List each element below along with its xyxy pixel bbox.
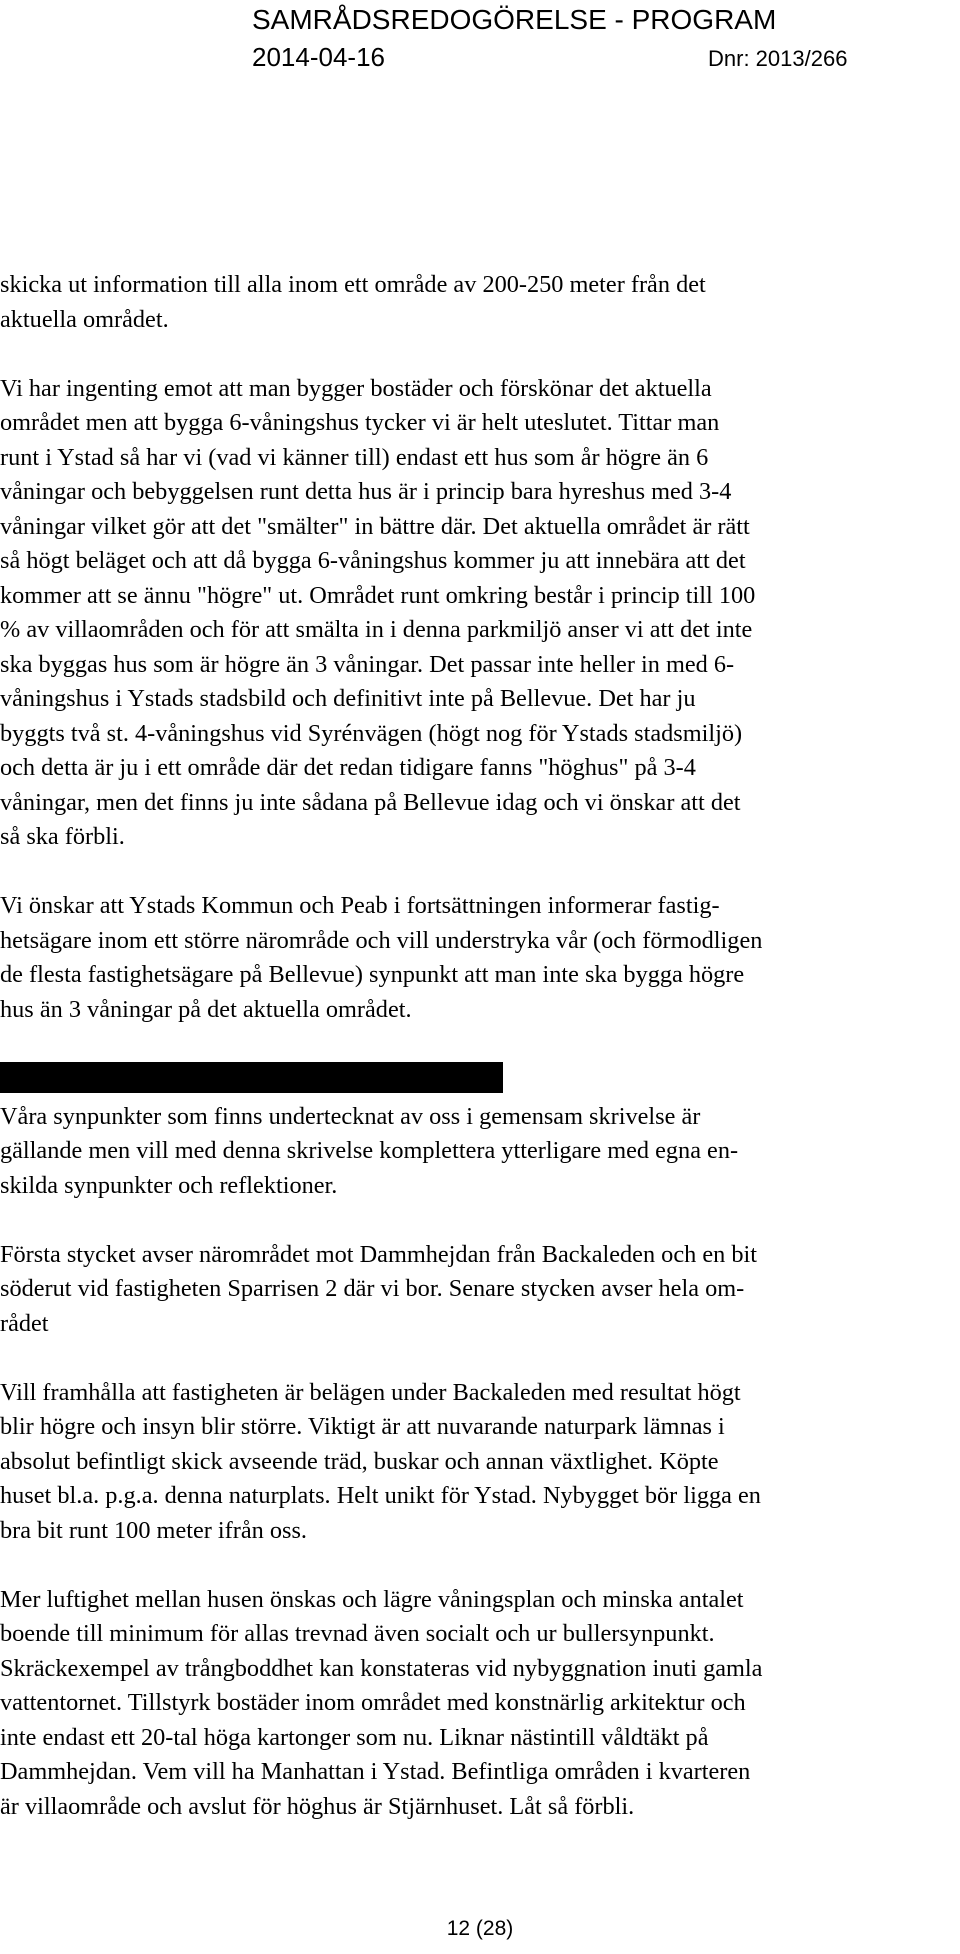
document-title: SAMRÅDSREDOGÖRELSE - PROGRAM bbox=[252, 4, 777, 35]
document-body bbox=[0, 268, 960, 1824]
paragraph-3: Vi önskar att Ystads Kommun och Peab i fortsättningen informerar fastig- hetsägare inom ett större närområde och vill understryka vår (och förmodligen de flesta fastighetsägare på Bellevue) synpunkt att man inte ska bygga högre hus än 3 våningar på det aktuella området. bbox=[0, 892, 763, 1023]
document-reference-number: Dnr: 2013/266 bbox=[708, 46, 848, 71]
paragraph-4: Våra synpunkter som finns undertecknat av oss i gemensam skrivelse är gällande men vill med denna skrivelse komplettera ytterligare med egna en- skilda synpunkter och reflektioner. bbox=[0, 1102, 739, 1199]
paragraph-7: Mer luftighet mellan husen önskas och lägre våningsplan och minska antalet boende till minimum för allas trevnad även socialt och ur bullersynpunkt. Skräckexempel av trångboddhet kan konstateras vid nybyggnation inuti gamla vattentornet. Tillstyrk bostäder inom området med konstnärlig arkitektur och inte endast ett 20-tal höga kartonger som nu. Liknar nästintill våldtäkt på Dammhejdan. Vem vill ha Manhattan i Ystad. Befintliga områden i kvarteren är villaområde och avslut för höghus är Stjärnhuset. Låt så förbli. bbox=[0, 1585, 763, 1820]
paragraph-6: Vill framhålla att fastigheten är belägen under Backaleden med resultat högt blir högre och insyn blir större. Viktigt är att nuvarande naturpark lämnas i absolut befintligt skick avseende träd, buskar och annan växtlighet. Köpte huset bl.a. p.g.a. denna naturplats. Helt unikt för Ystad. Nybygget bör ligga en bra bit runt 100 meter ifrån oss. bbox=[0, 1378, 761, 1544]
paragraph-5: Första stycket avser närområdet mot Dammhejdan från Backaleden och en bit söderut vid fastigheten Sparrisen 2 där vi bor. Senare stycken avser hela om- rådet bbox=[0, 1240, 757, 1337]
paragraph-1: skicka ut information till alla inom ett område av 200-250 meter från det aktuella området. bbox=[0, 271, 706, 333]
document-date: 2014-04-16 bbox=[252, 42, 385, 72]
redacted-block bbox=[0, 1062, 503, 1093]
paragraph-2: Vi har ingenting emot att man bygger bostäder och förskönar det aktuella området men att bygga 6-våningshus tycker vi är helt uteslutet. Tittar man runt i Ystad så har vi (vad vi känner till) endast ett hus som år högre än 6 våningar och bebyggelsen runt detta hus är i princip bara hyreshus med 3-4 våningar vilket gör att det "smälter" in bättre där. Det aktuella området är rätt så högt beläget och att då bygga 6-våningshus kommer ju att innebära att det kommer att se ännu "högre" ut. Området runt omkring består i princip till 100 % av villaområden och för att smälta in i denna parkmiljö anser vi att det inte ska byggas hus som är högre än 3 våningar. Det passar inte heller in med 6- våningshus i Ystads stadsbild och definitivt inte på Bellevue. Det har ju byggts två st. 4-våningshus vid Syrénvägen (högt nog för Ystads stadsmiljö) och detta är ju i ett område där det redan tidigare fanns "höghus" på 3-4 våningar, men det finns ju inte sådana på Bellevue idag och vi önskar att det så ska förbli. bbox=[0, 374, 756, 850]
page-number: 12 (28) bbox=[446, 1917, 514, 1940]
